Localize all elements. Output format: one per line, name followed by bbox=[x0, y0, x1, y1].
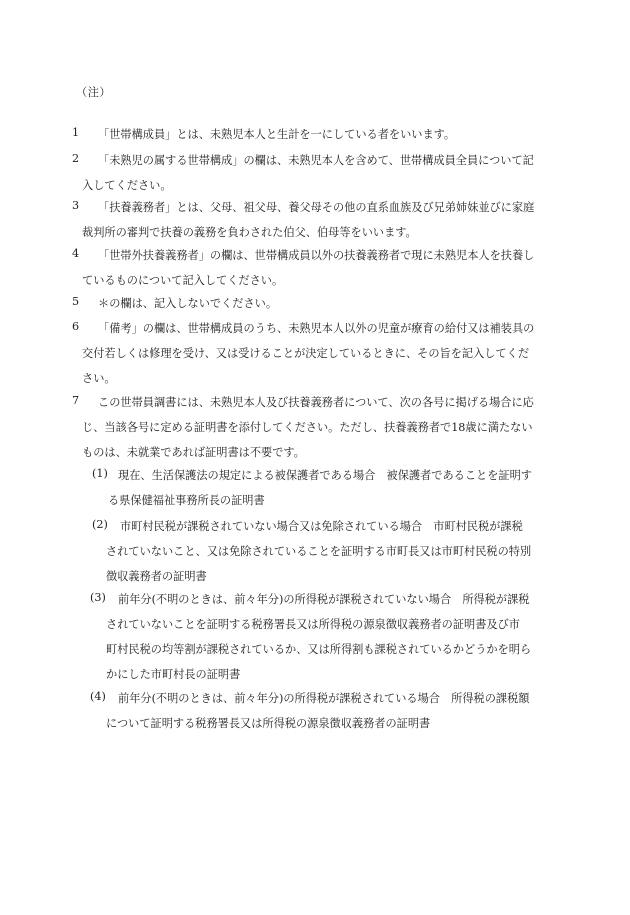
subitem-text-line: 前年分(不明のときは、前々年分)の所得税が課税されていない場合 所得税が課税 bbox=[118, 593, 530, 606]
subitem-text-line: について証明する税務署長又は所得税の源泉徴収義務者の証明書 bbox=[106, 717, 431, 730]
subitem-text-line: 市町村民税が課税されていない場合又は免除されている場合 市町村民税が課税 bbox=[120, 520, 523, 533]
subitem-text-line: 町村民税の均等割が課税されているか、又は所得割も課税されているかどうかを明ら bbox=[106, 643, 532, 656]
note-text-line: ＊の欄は、記入しないでください。 bbox=[98, 297, 278, 310]
note-number: 3 bbox=[72, 199, 80, 212]
note-number: 6 bbox=[72, 320, 80, 333]
subitem-text-line: 徴収義務者の証明書 bbox=[106, 570, 207, 583]
subitem-text-line: る県保健福祉事務所長の証明書 bbox=[108, 494, 265, 507]
note-number: 7 bbox=[72, 394, 80, 407]
subitem-number: (1) bbox=[92, 467, 108, 480]
subitem-text-line: 前年分(不明のときは、前々年分)の所得税が課税されている場合 所得税の課税額 bbox=[118, 692, 530, 705]
note-text-line: さい。 bbox=[82, 372, 116, 385]
note-text-line: 裁判所の審判で扶養の義務を負わされた伯父、伯母等をいいます。 bbox=[82, 226, 417, 239]
note-text-line: ものは、未就業であれば証明書は不要です。 bbox=[82, 446, 305, 459]
note-text-line: 「世帯外扶養義務者」の欄は、世帯構成員以外の扶養義務者で現に未熟児本人を扶養し bbox=[98, 249, 535, 262]
note-heading: （注） bbox=[76, 86, 112, 99]
subitem-text-line: 現在、生活保護法の規定による被保護者である場合 被保護者であることを証明す bbox=[118, 469, 532, 482]
note-text-line: 入してください。 bbox=[82, 179, 172, 192]
subitem-number: (2) bbox=[92, 518, 108, 531]
note-text-line: 「扶養義務者」とは、父母、祖父母、養父母その他の直系血族及び兄弟姉妹並びに家庭 bbox=[98, 201, 535, 214]
note-text-line: この世帯員調書には、未熟児本人及び扶養義務者について、次の各号に掲げる場合に応 bbox=[98, 396, 534, 409]
subitem-number: (4) bbox=[90, 690, 106, 703]
note-number: 2 bbox=[72, 152, 80, 165]
note-text-line: 「世帯構成員」とは、未熟児本人と生計を一にしている者をいいます。 bbox=[98, 128, 456, 141]
note-number: 4 bbox=[72, 247, 80, 260]
subitem-text-line: されていないことを証明する税務署長又は所得税の源泉徴収義務者の証明書及び市 bbox=[106, 618, 520, 631]
subitem-text-line: かにした市町村長の証明書 bbox=[106, 668, 241, 681]
subitem-number: (3) bbox=[90, 591, 106, 604]
subitem-text-line: されていないこと、又は免除されていることを証明する市町長又は市町村民税の特別 bbox=[106, 545, 532, 558]
note-text-line: じ、当該各号に定める証明書を添付してください。ただし、扶養義務者で18歳に満たない bbox=[82, 421, 533, 434]
note-number: 1 bbox=[72, 126, 80, 139]
note-text-line: 「未熟児の属する世帯構成」の欄は、未熟児本人を含めて、世帯構成員全員について記 bbox=[98, 154, 534, 167]
note-text-line: ているものについて記入してください。 bbox=[82, 274, 284, 287]
note-number: 5 bbox=[72, 295, 80, 308]
note-text-line: 「備考」の欄は、世帯構成員のうち、未熟児本人以外の児童が療育の給付又は補装具の bbox=[98, 322, 535, 335]
note-text-line: 交付若しくは修理を受け、又は受けることが決定しているときに、その旨を記入してくだ bbox=[82, 347, 530, 360]
